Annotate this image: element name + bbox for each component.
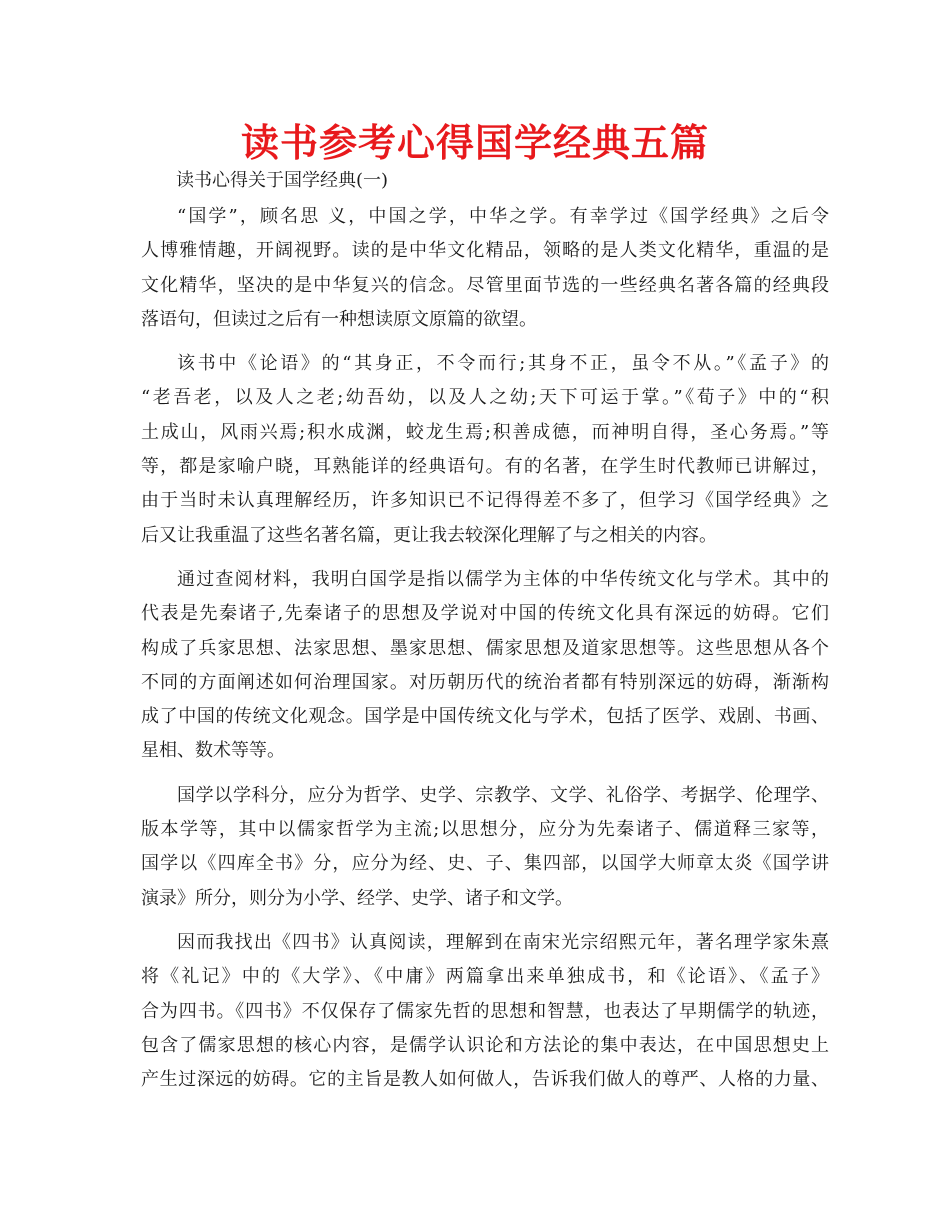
text-line: 成了中国的传统文化观念。国学是中国传统文化与学术，包括了医学、戏剧、书画、 <box>141 706 829 728</box>
text-line: 落语句，但读过之后有一种想读原文原篇的欲望。 <box>141 308 537 330</box>
text-line: 人博雅情趣，开阔视野。读的是中华文化精品，领略的是人类文化精华，重温的是 <box>141 240 829 262</box>
paragraph <box>141 200 829 337</box>
document-body <box>141 200 829 1107</box>
text-line: 土成山，风雨兴焉;积水成渊，蛟龙生焉;积善成德，而神明自得，圣心务焉。”等 <box>141 421 829 443</box>
text-line: 代表是先秦诸子,先秦诸子的思想及学说对中国的传统文化具有深远的妨碍。它们 <box>141 603 829 625</box>
text-line: 星相、数术等等。 <box>141 740 285 762</box>
text-line: 不同的方面阐述如何治理国家。对历朝历代的统治者都有特别深远的妨碍，渐渐构 <box>141 671 829 693</box>
text-line: 因而我找出《四书》认真阅读，理解到在南宋光宗绍熙元年，著名理学家朱熹 <box>177 931 829 953</box>
text-line: 后又让我重温了这些名著名篇，更让我去较深化理解了与之相关的内容。 <box>141 524 717 546</box>
text-line: 由于当时未认真理解经历，许多知识已不记得得差不多了，但学习《国学经典》之 <box>141 490 829 512</box>
text-line: 将《礼记》中的《大学》、《中庸》两篇拿出来单独成书，和《论语》、《孟子》 <box>141 966 829 988</box>
paragraph <box>141 779 829 916</box>
text-line: 包含了儒家思想的核心内容，是儒学认识论和方法论的集中表达，在中国思想史上 <box>141 1034 829 1056</box>
text-line: 版本学等，其中以儒家哲学为主流;以思想分，应分为先秦诸子、儒道释三家等， <box>141 819 829 841</box>
text-line: 该书中《论语》的“其身正，不令而行;其身不正，虽令不从。”《孟子》的 <box>177 353 829 375</box>
text-line: 合为四书。《四书》不仅保存了儒家先哲的思想和智慧，也表达了早期儒学的轨迹， <box>141 1000 829 1022</box>
document-subtitle: 读书心得关于国学经典(一) <box>176 170 389 191</box>
text-line: 等，都是家喻户晓，耳熟能详的经典语句。有的名著，在学生时代教师已讲解过， <box>141 456 829 478</box>
text-line: “国学”，顾名思 义，中国之学，中华之学。有幸学过《国学经典》之后令 <box>177 206 829 227</box>
text-line: 文化精华，坚决的是中华复兴的信念。尽管里面节选的一些经典名著各篇的经典段 <box>141 274 829 296</box>
text-line: 通过查阅材料，我明白国学是指以儒学为主体的中华传统文化与学术。其中的 <box>177 568 829 590</box>
text-line: 国学以《四库全书》分，应分为经、史、子、集四部，以国学大师章太炎《国学讲 <box>141 853 829 875</box>
text-line: 构成了兵家思想、法家思想、墨家思想、儒家思想及道家思想等。这些思想从各个 <box>141 637 829 659</box>
document-title: 读书参考心得国学经典五篇 <box>240 121 709 165</box>
text-line: 产生过深远的妨碍。它的主旨是教人如何做人，告诉我们做人的尊严、人格的力量、 <box>141 1069 829 1091</box>
paragraph <box>141 926 829 1097</box>
paragraph <box>141 563 829 769</box>
text-line: 演录》所分，则分为小学、经学、史学、诸子和文学。 <box>141 887 573 909</box>
text-line: 国学以学科分，应分为哲学、史学、宗教学、文学、礼俗学、考据学、伦理学、 <box>177 784 829 806</box>
text-line: “老吾老，以及人之老;幼吾幼，以及人之幼;天下可运于掌。”《荀子》中的“积 <box>141 387 829 409</box>
paragraph <box>141 347 829 553</box>
